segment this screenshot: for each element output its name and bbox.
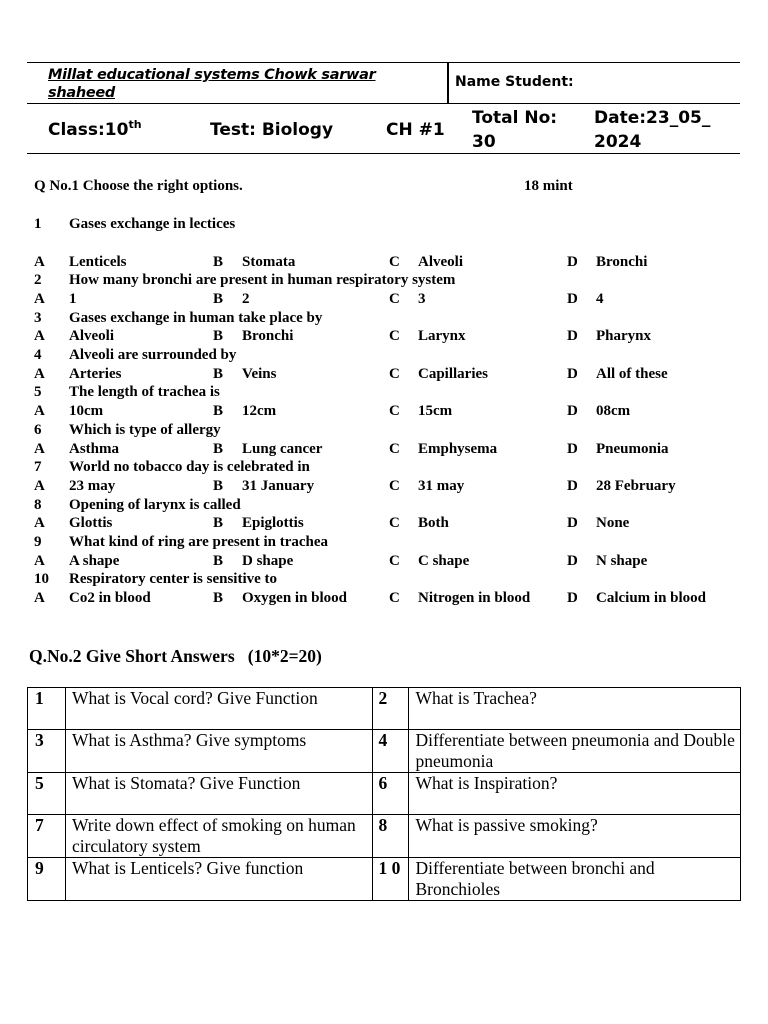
- mcq-question-number: 3: [34, 310, 42, 326]
- mcq-question-number: 4: [34, 347, 42, 363]
- total-marks: [472, 106, 557, 154]
- option-b[interactable]: 31 January: [242, 478, 315, 494]
- option-letter-a: A: [34, 366, 45, 382]
- school-name: Millat educational systems Chowk sarwar shaheed: [48, 67, 376, 101]
- table-row: [28, 858, 741, 901]
- option-letter-d: D: [567, 366, 578, 382]
- short-answers-table: [27, 687, 741, 901]
- sa-question: What is Trachea?: [409, 688, 741, 730]
- mcq-question-number: 7: [34, 459, 42, 475]
- option-d[interactable]: Bronchi: [596, 254, 648, 270]
- option-letter-c: C: [389, 366, 400, 382]
- option-letter-d: D: [567, 403, 578, 419]
- option-b[interactable]: Oxygen in blood: [242, 590, 348, 606]
- option-letter-b: B: [213, 478, 224, 494]
- sa-number: 9: [28, 858, 66, 901]
- sa-number: 1 0: [372, 858, 409, 901]
- option-b[interactable]: Stomata: [242, 254, 296, 270]
- header-divider: [447, 62, 449, 103]
- option-letter-d: D: [567, 441, 578, 457]
- option-letter-b: B: [213, 403, 224, 419]
- option-a[interactable]: Arteries: [69, 366, 122, 382]
- mcq-question-number: 8: [34, 497, 42, 513]
- option-letter-c: C: [389, 515, 400, 531]
- option-letter-c: C: [389, 328, 400, 344]
- option-b[interactable]: Veins: [242, 366, 277, 382]
- option-letter-a: A: [34, 291, 45, 307]
- chapter-label: CH #1: [386, 120, 445, 140]
- option-letter-c: C: [389, 254, 400, 270]
- option-d[interactable]: None: [596, 515, 630, 531]
- date: [594, 106, 710, 154]
- option-letter-d: D: [567, 291, 578, 307]
- q1-time: 18 mint: [524, 178, 573, 194]
- option-letter-a: A: [34, 478, 45, 494]
- class-text: Class:10: [48, 120, 129, 140]
- mcq-question-text: Respiratory center is sensitive to: [69, 571, 278, 587]
- option-letter-b: B: [213, 291, 224, 307]
- option-c[interactable]: 15cm: [418, 403, 453, 419]
- option-d[interactable]: 08cm: [596, 403, 631, 419]
- option-c[interactable]: Alveoli: [418, 254, 463, 270]
- mcq-question-text: Opening of larynx is called: [69, 497, 241, 513]
- q2-marks: (10*2=20): [247, 646, 322, 666]
- option-c[interactable]: Both: [418, 515, 449, 531]
- sa-question: Differentiate between bronchi and Bronchioles: [409, 858, 741, 901]
- option-c[interactable]: Nitrogen in blood: [418, 590, 531, 606]
- date-line-1: Date:23_05_: [594, 108, 711, 128]
- option-c[interactable]: 31 may: [418, 478, 465, 494]
- sa-number: 2: [372, 688, 409, 730]
- option-d[interactable]: All of these: [596, 366, 668, 382]
- mcq-question-text: What kind of ring are present in trachea: [69, 534, 329, 550]
- option-letter-a: A: [34, 590, 45, 606]
- option-a[interactable]: Asthma: [69, 441, 120, 457]
- option-letter-d: D: [567, 328, 578, 344]
- student-name-label: Name Student:: [455, 74, 574, 90]
- option-letter-c: C: [389, 553, 400, 569]
- q2-title: [29, 646, 322, 667]
- option-letter-d: D: [567, 478, 578, 494]
- q2-title-text: Q.No.2 Give Short Answers: [29, 646, 235, 666]
- mcq-question-text: Gases exchange in human take place by: [69, 310, 323, 326]
- mcq-question-number: 2: [34, 272, 42, 288]
- mcq-question-number: 6: [34, 422, 42, 438]
- table-row: [28, 730, 741, 773]
- option-a[interactable]: 23 may: [69, 478, 116, 494]
- option-letter-b: B: [213, 254, 224, 270]
- header-top-rule: [27, 62, 740, 63]
- option-c[interactable]: C shape: [418, 553, 470, 569]
- option-d[interactable]: N shape: [596, 553, 648, 569]
- option-letter-b: B: [213, 590, 224, 606]
- option-letter-b: B: [213, 328, 224, 344]
- option-b[interactable]: 12cm: [242, 403, 277, 419]
- option-letter-c: C: [389, 478, 400, 494]
- sa-number: 8: [372, 815, 409, 858]
- option-letter-a: A: [34, 254, 45, 270]
- option-letter-c: C: [389, 291, 400, 307]
- option-letter-a: A: [34, 553, 45, 569]
- option-d[interactable]: Calcium in blood: [596, 590, 707, 606]
- option-c[interactable]: 3: [418, 291, 426, 307]
- option-d[interactable]: 28 February: [596, 478, 676, 494]
- option-letter-a: A: [34, 515, 45, 531]
- mcq-question-text: Which is type of allergy: [69, 422, 221, 438]
- mcq-question-text: Alveoli are surrounded by: [69, 347, 237, 363]
- option-letter-a: A: [34, 403, 45, 419]
- option-b[interactable]: Lung cancer: [242, 441, 323, 457]
- test-label: Test: Biology: [210, 120, 334, 140]
- option-letter-b: B: [213, 366, 224, 382]
- option-letter-b: B: [213, 515, 224, 531]
- option-letter-c: C: [389, 403, 400, 419]
- mcq-question-text: How many bronchi are present in human respiratory system: [69, 272, 456, 288]
- header-middle-rule: [27, 103, 740, 104]
- mcq-question-number: 10: [34, 571, 49, 587]
- option-a[interactable]: A shape: [69, 553, 120, 569]
- option-d[interactable]: 4: [596, 291, 604, 307]
- option-d[interactable]: Pneumonia: [596, 441, 669, 457]
- sa-number: 4: [372, 730, 409, 773]
- sa-number: 3: [28, 730, 66, 773]
- table-row: [28, 773, 741, 815]
- option-b[interactable]: Bronchi: [242, 328, 294, 344]
- option-a[interactable]: 1: [69, 291, 77, 307]
- mcq-question-number: 1: [34, 216, 42, 232]
- option-a[interactable]: 10cm: [69, 403, 104, 419]
- total-marks-label: Total No:: [472, 108, 558, 128]
- mcq-question-text: World no tobacco day is celebrated in: [69, 459, 310, 475]
- option-letter-d: D: [567, 590, 578, 606]
- sa-number: 5: [28, 773, 66, 815]
- sa-number: 6: [372, 773, 409, 815]
- option-a[interactable]: Glottis: [69, 515, 113, 531]
- sa-question: What is Asthma? Give symptoms: [65, 730, 372, 773]
- sa-question: What is Lenticels? Give function: [65, 858, 372, 901]
- class-superscript: th: [128, 118, 142, 131]
- option-b[interactable]: D shape: [242, 553, 294, 569]
- option-a[interactable]: Lenticels: [69, 254, 127, 270]
- option-b[interactable]: Epiglottis: [242, 515, 304, 531]
- option-c[interactable]: Capillaries: [418, 366, 488, 382]
- option-letter-b: B: [213, 441, 224, 457]
- mcq-question-number: 9: [34, 534, 42, 550]
- option-letter-c: C: [389, 441, 400, 457]
- option-a[interactable]: Co2 in blood: [69, 590, 151, 606]
- option-b[interactable]: 2: [242, 291, 250, 307]
- option-letter-c: C: [389, 590, 400, 606]
- class-label: [48, 118, 142, 142]
- sa-number: 7: [28, 815, 66, 858]
- option-letter-d: D: [567, 515, 578, 531]
- option-letter-b: B: [213, 553, 224, 569]
- sa-question: What is passive smoking?: [409, 815, 741, 858]
- option-c[interactable]: Larynx: [418, 328, 466, 344]
- table-row: [28, 815, 741, 858]
- option-d[interactable]: Pharynx: [596, 328, 652, 344]
- option-letter-a: A: [34, 328, 45, 344]
- mcq-question-text: The length of trachea is: [69, 384, 220, 400]
- total-marks-value: 30: [472, 132, 496, 152]
- option-letter-d: D: [567, 254, 578, 270]
- option-c[interactable]: Emphysema: [418, 441, 498, 457]
- mcq-question-number: 5: [34, 384, 42, 400]
- sa-question: Write down effect of smoking on human circulatory system: [65, 815, 372, 858]
- sa-question: What is Stomata? Give Function: [65, 773, 372, 815]
- sa-question: Differentiate between pneumonia and Double pneumonia: [409, 730, 741, 773]
- table-row: [28, 688, 741, 730]
- option-letter-d: D: [567, 553, 578, 569]
- option-a[interactable]: Alveoli: [69, 328, 114, 344]
- option-letter-a: A: [34, 441, 45, 457]
- q1-title: Q No.1 Choose the right options.: [34, 178, 243, 194]
- sa-number: 1: [28, 688, 66, 730]
- sa-question: What is Vocal cord? Give Function: [65, 688, 372, 730]
- date-line-2: 2024: [594, 132, 642, 152]
- sa-question: What is Inspiration?: [409, 773, 741, 815]
- mcq-question-text: Gases exchange in lectices: [69, 216, 236, 232]
